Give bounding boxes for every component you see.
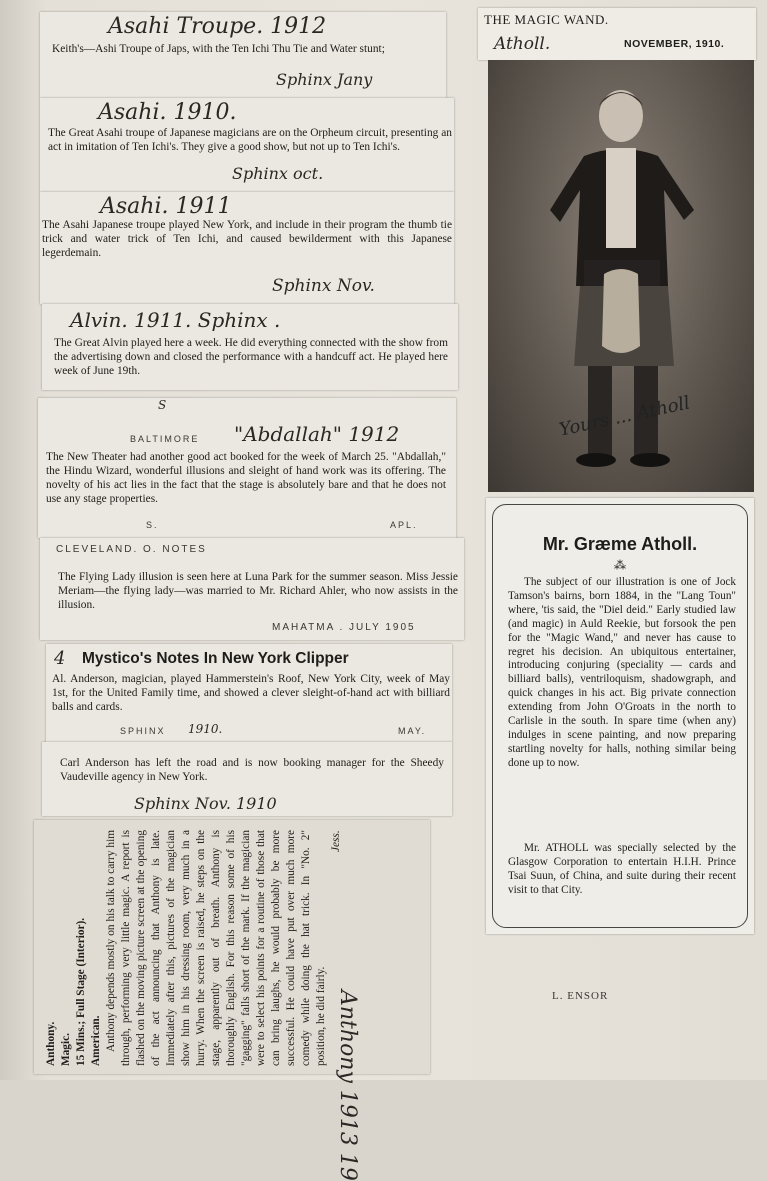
clipping-anthony bbox=[34, 820, 430, 1074]
clipping-asahi-1910 bbox=[40, 98, 454, 192]
clipping-text: Keith's—Ashi Troupe of Japs, with the Ten Ichi Thu Tie and Water stunt; bbox=[52, 43, 385, 55]
signature-left: SPHINX bbox=[120, 726, 166, 736]
clipping-heading: Mystico's Notes In New York Clipper bbox=[82, 650, 349, 667]
margin-mark-right: APL. bbox=[390, 520, 418, 530]
issue-date: NOVEMBER, 1910. bbox=[624, 38, 725, 50]
handwritten-signature: Sphinx Nov. bbox=[272, 276, 375, 296]
handwritten-note: Atholl. bbox=[494, 34, 551, 54]
handwritten-heading: CLEVELAND. O. NOTES bbox=[56, 544, 207, 555]
signature-year: 1910. bbox=[188, 722, 223, 736]
signature-right: MAY. bbox=[398, 726, 427, 736]
masthead: THE MAGIC WAND. bbox=[484, 12, 609, 27]
anthony-reviewer: Jess. bbox=[330, 830, 342, 852]
photo-signature: Yours ... Atholl bbox=[557, 392, 692, 441]
handwritten-note: Asahi. 1910. bbox=[98, 100, 237, 125]
clipping-text-rotated bbox=[44, 830, 424, 1066]
bio-paragraph-1: The subject of our illustration is one of Jock Tamson's bairns, born 1884, in the "Lang Toun" where, 'tis said, the "Diel deid." Early studied law (and magic) in Auld Reekie, but forsook the pen for the "Magic Wand," and never has cause to regret his decision. An ubiquitous entertainer, introducing conjuring (speciality — cards and billiard balls), ventriloquism, shadowgraph, and quick changes in his act. Big private connection extending from John O'Groats in the north to Carlisle in the south. In spare time (when any) indulges in scene painting, and now preparing startling novelty for halls, nothing similar being done up to now. bbox=[508, 576, 736, 769]
margin-mark-left: S. bbox=[146, 520, 159, 530]
city-label: BALTIMORE bbox=[130, 434, 200, 444]
handwritten-note: Alvin. 1911. Sphinx . bbox=[70, 308, 281, 332]
bio-clipping bbox=[486, 498, 754, 934]
clipping-text: The New Theater had another good act booked for the week of March 25. "Abdallah," the Hindu Wizard, wonderful illusions and sleight of hand work was its offering. The novelty of his act lies in the fact that the stage is absolutely bare and that he does not use any stage properties. bbox=[46, 451, 446, 505]
margin-mark: S bbox=[158, 398, 167, 412]
clipping-text: The Asahi Japanese troupe played New York, and include in their program the thumb tie trick and water trick of Ten Ichi, and caused bewilderment with this Japanese legerdemain. bbox=[42, 219, 452, 259]
clipping-text: The Flying Lady illusion is seen here at Luna Park for the summer season. Miss Jessie Meriam—the flying lady—was married to Mr. Richard Ahler, who now assists in the illusion. bbox=[58, 571, 458, 611]
portrait-photo bbox=[488, 60, 754, 492]
magic-wand-header bbox=[478, 8, 756, 60]
clipping-text: The Great Asahi troupe of Japanese magicians are on the Orpheum circuit, presenting an act in imitation of Ten Ichi's. They give a good show, but not up to Ten Ichi's. bbox=[48, 127, 452, 153]
clipping-asahi-1911 bbox=[40, 192, 454, 304]
clipping-abdallah bbox=[38, 398, 456, 538]
handwritten-signature: Sphinx Nov. 1910 bbox=[134, 794, 277, 813]
handwritten-signature: MAHATMA . JULY 1905 bbox=[272, 622, 416, 633]
handwritten-note-anthony: Anthony 1913 19 bbox=[335, 990, 360, 1181]
clipping-carl-anderson bbox=[42, 742, 452, 816]
handwritten-note: Asahi Troupe. 1912 bbox=[108, 14, 327, 39]
clipping-text: The Great Alvin played here a week. He did everything connected with the show from the advertising down and closed the performance with a handcuff act. He played here week of June 19th. bbox=[54, 337, 448, 377]
margin-mark: 4 bbox=[54, 648, 66, 669]
clipping-asahi-1912 bbox=[40, 12, 446, 98]
clipping-text: Carl Anderson has left the road and is now booking manager for the Sheedy Vaudeville agency in New York. bbox=[60, 757, 444, 783]
bio-paragraph-2: Mr. ATHOLL was specially selected by the Glasgow Corporation to entertain H.I.H. Prince Tsai Suun, of China, and suite during their recent visit to that City. bbox=[508, 842, 736, 896]
anthony-review: Anthony depends mostly on his talk to carry him through, performing very little magic. A report is flashed on the moving picture screen at the opening of the act announcing that Anthony is late. Immediately after this, pictures of the magician show him in his dressing room, very much in a hurry. When the screen is raised, he steps on the stage, apparently out of breath. Anthony is thoroughly English. For this reason some of his "gagging" falls short of the mark. If the magician were to select his points for a routine of those that can bring laughs, he would probably be more successful. He could have put over much more comedy while doing the hat trick. In "No. 2" position, he did fairly. bbox=[105, 830, 327, 1066]
handwritten-signature: Sphinx oct. bbox=[232, 164, 324, 183]
anthony-category: Magic. bbox=[60, 1033, 72, 1066]
handwritten-note: "Abdallah" 1912 bbox=[234, 422, 400, 446]
anthony-venue: American. bbox=[90, 1015, 102, 1066]
clipping-text: Al. Anderson, magician, played Hammerstein's Roof, New York City, week of May 1st, for the United Family time, and showed a clever sleight-of-hand act with billiard balls and cards. bbox=[52, 673, 450, 713]
anthony-duration: 15 Mins.; Full Stage (Interior). bbox=[75, 917, 87, 1066]
bio-title: Mr. Græme Atholl. bbox=[542, 534, 698, 554]
clipping-mystico bbox=[46, 644, 452, 742]
clipping-alvin bbox=[42, 304, 458, 390]
handwritten-signature: Sphinx Jany bbox=[276, 70, 373, 89]
ornament: ⁂ bbox=[614, 558, 626, 572]
anthony-name: Anthony. bbox=[45, 1021, 57, 1066]
handwritten-note: Asahi. 1911 bbox=[100, 194, 232, 219]
clipping-cleveland bbox=[40, 538, 464, 640]
owner-stamp: L. ENSOR bbox=[552, 990, 609, 1002]
